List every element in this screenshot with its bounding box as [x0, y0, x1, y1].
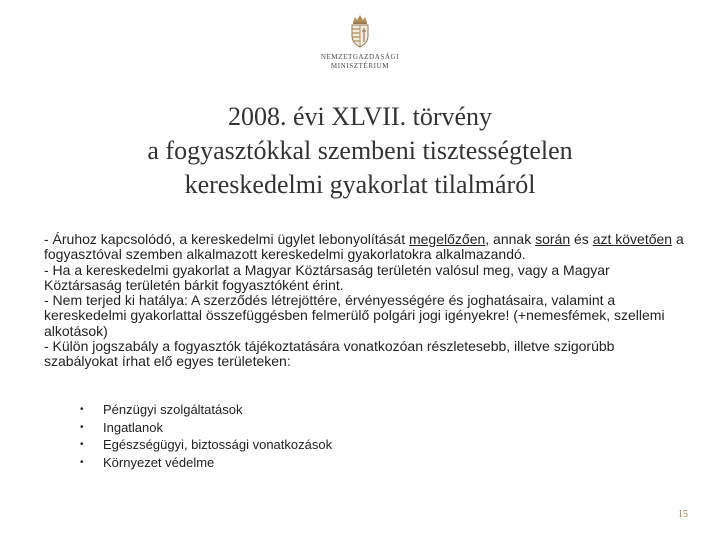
list-item [80, 419, 332, 437]
slide-body [44, 232, 684, 370]
coat-of-arms-icon [348, 14, 372, 48]
paragraph-scope-text-b: , annak [485, 231, 536, 247]
underlined-after: azt követően [592, 231, 673, 247]
list-item-label: Egészségügyi, biztossági vonatkozások [103, 437, 333, 452]
bullet-icon: • [80, 421, 84, 433]
bullet-icon: • [80, 439, 84, 450]
title-line-2: a fogyasztókkal szembeni tisztességtelen [147, 136, 573, 165]
bullet-icon: • [80, 456, 84, 468]
page-number: 15 [678, 509, 688, 520]
title-line-1: 2008. évi XLVII. törvény [227, 102, 493, 131]
paragraph-scope [44, 232, 684, 263]
list-item [80, 454, 332, 472]
list-item-label: Ingatlanok [103, 419, 163, 435]
ministry-logo [310, 14, 410, 84]
title-line-3: kereskedelmi gyakorlat tilalmáról [184, 170, 536, 199]
paragraph-scope-text-c: és [570, 231, 593, 247]
paragraph-special-rules: - Külön jogszabály a fogyasztók tájékoztatására vonatkozóan részletesebb, illetve szigorúbb szabályokat írhat elő egyes területeken: [44, 338, 615, 370]
list-item-label: Környezet védelme [103, 454, 215, 470]
paragraph-scope-text-a: - Áruhoz kapcsolódó, a kereskedelmi ügylet lebonyolítását [44, 231, 409, 247]
ministry-name-line2: MINISZTÉRIUM [330, 62, 390, 70]
slide-title [60, 100, 660, 202]
bullet-icon: • [80, 404, 84, 415]
bullet-list [80, 401, 332, 471]
underlined-during: során [535, 231, 571, 247]
list-item-label: Pénzügyi szolgáltatások [103, 402, 243, 417]
paragraph-scope-text-d: a fogyasztóval szemben alkalmazott kereskedelmi gyakorlatokra alkalmazandó. [44, 231, 684, 263]
paragraph-exclusions: - Nem terjed ki hatálya: A szerződés létrejöttére, érvényességére és joghatásaira, valamint a kereskedelmi gyakorlattal összefüggésben felmerülő polgári jogi igényekre! (+nemesfémek, szellemi alkotások) [44, 292, 665, 339]
list-item [80, 401, 332, 419]
underlined-before: megelőzően [408, 231, 486, 247]
list-item [80, 436, 332, 454]
ministry-name-line1: NEMZETGAZDASÁGI [320, 53, 400, 61]
paragraph-territory: - Ha a kereskedelmi gyakorlat a Magyar Köztársaság területén valósul meg, vagy a Magyar Köztársaság területén bárkit fogyasztóként érint. [44, 261, 610, 293]
